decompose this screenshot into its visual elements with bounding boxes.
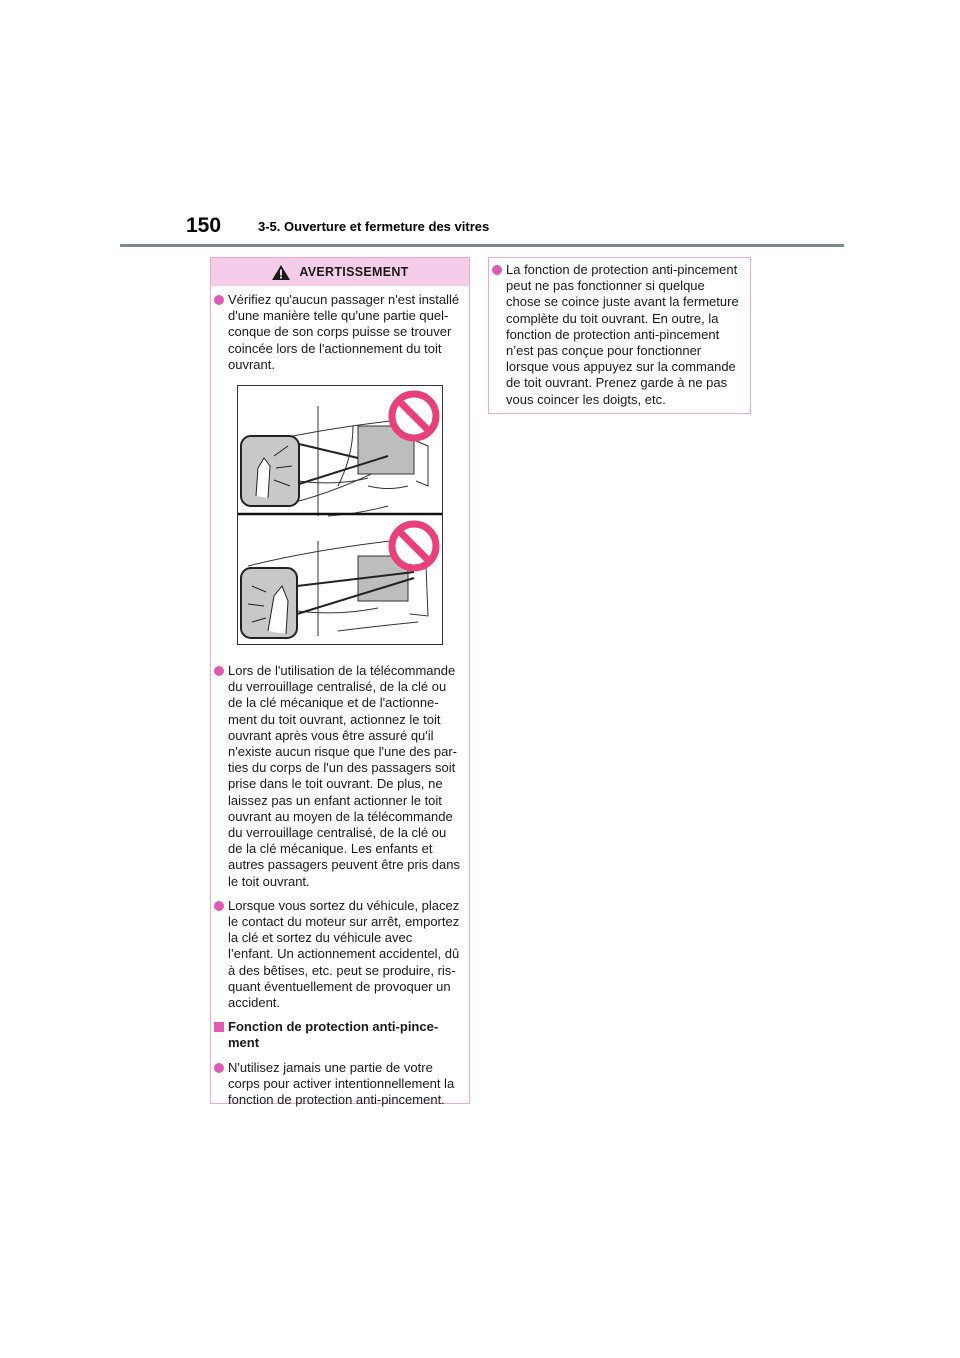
sunroof-illustration	[237, 385, 443, 645]
text-line: de la clé mécanique. Les enfants et	[228, 841, 433, 857]
page-number: 150	[186, 214, 222, 237]
text-line: la clé et sortez du véhicule avec	[228, 930, 413, 946]
text-line: d'une manière telle qu'une partie quel-	[228, 308, 449, 324]
text-line: du verrouillage centralisé, de la clé ou	[228, 679, 447, 695]
text-line: ment du toit ouvrant, actionnez le toit	[228, 711, 441, 727]
text-line: quant éventuellement de provoquer un	[228, 978, 451, 994]
prohibited-icon	[392, 394, 436, 438]
header-rule	[120, 244, 844, 247]
text-line: corps pour activer intentionnellement la	[228, 1075, 455, 1091]
section-title: 3-5. Ouverture et fermeture des vitres	[258, 219, 490, 234]
bullet-icon	[492, 265, 502, 275]
text-line: l’enfant. Un actionnement accidentel, dû	[228, 946, 460, 962]
prohibited-icon	[392, 524, 436, 568]
list-item	[211, 292, 459, 373]
text-line: à des bêtises, etc. peut se produire, ris-	[228, 962, 456, 978]
text-line: Lorsque vous sortez du véhicule, placez	[228, 897, 460, 913]
warning-box-left	[210, 257, 470, 1108]
text-line: de la clé mécanique et de l'actionne-	[228, 695, 439, 711]
bullet-icon	[214, 1063, 224, 1073]
text-line: La fonction de protection anti-pincement	[506, 262, 738, 277]
text-line: coincée lors de l'actionnement du toit	[228, 340, 442, 356]
text-line: Vérifiez qu'aucun passager n'est installé	[228, 292, 460, 307]
subheading-text	[228, 1019, 459, 1051]
text-line: accident.	[228, 995, 281, 1011]
text-line: vous coincer les doigts, etc.	[506, 391, 666, 407]
text-line: complète du toit ouvrant. En outre, la	[506, 310, 719, 326]
bullet-icon	[214, 666, 224, 676]
text-line: N'utilisez jamais une partie de votre	[228, 1059, 433, 1075]
square-bullet-icon	[214, 1022, 224, 1032]
bullet-icon	[214, 295, 224, 305]
item-text	[228, 1060, 459, 1109]
text-line: n’est pas conçue pour fonctionner	[506, 343, 702, 359]
list-item	[211, 663, 459, 890]
text-line: du verrouillage centralisé, de la clé ou	[228, 825, 447, 841]
list-item	[211, 1060, 459, 1109]
text-line: ties du corps de l'un des passagers soit	[228, 760, 456, 776]
text-line: le contact du moteur sur arrêt, emportez	[228, 914, 460, 930]
warning-triangle-icon	[271, 264, 291, 281]
text-line: ouvrant au moyen de la télécommande	[228, 808, 453, 824]
list-item	[211, 898, 459, 1011]
text-line: le toit ouvrant.	[228, 873, 310, 889]
text-line: autres passagers peuvent être pris dans	[228, 857, 460, 873]
text-line: conque de son corps puisse se trouver	[228, 324, 452, 340]
item-text	[506, 262, 740, 408]
warning-title: AVERTISSEMENT	[299, 264, 409, 279]
warning-header	[211, 258, 469, 286]
item-text	[228, 663, 459, 890]
item-text	[228, 898, 459, 1011]
text-line: fonction de protection anti-pincement.	[228, 1092, 445, 1108]
text-line: ouvrant.	[228, 356, 275, 372]
item-text	[228, 292, 459, 373]
text-line: de toit ouvrant. Prenez garde à ne pas	[506, 375, 728, 391]
text-line: ouvrant après vous être assuré qu'il	[228, 727, 434, 743]
text-line: Fonction de protection anti-pince-	[228, 1019, 439, 1035]
text-line: Lors de l'utilisation de la télécommande	[228, 663, 456, 679]
text-line: ment	[228, 1035, 260, 1051]
text-line: n'existe aucun risque que l'une des par-	[228, 744, 457, 760]
text-line: chose se coince juste avant la fermeture	[506, 294, 739, 310]
text-line: lorsque vous appuyez sur la commande	[506, 359, 736, 375]
warning-box-right	[488, 257, 751, 414]
text-line: prise dans le toit ouvrant. De plus, ne	[228, 776, 443, 792]
bullet-icon	[214, 901, 224, 911]
subheading	[211, 1019, 459, 1051]
text-line: fonction de protection anti-pincement	[506, 326, 720, 342]
list-item	[489, 262, 740, 408]
text-line: laissez pas un enfant actionner le toit	[228, 792, 442, 808]
text-line: peut ne pas fonctionner si quelque	[506, 278, 705, 294]
